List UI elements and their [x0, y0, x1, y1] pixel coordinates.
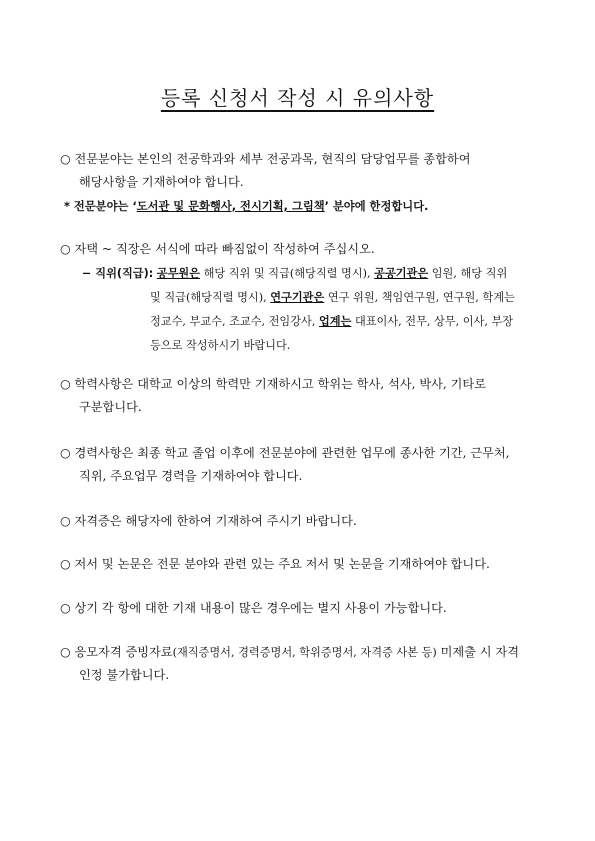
position-guide-line1 [82, 262, 552, 286]
notice-address-line1: ○ 자택 ~ 직장은 서식에 따라 빠짐없이 작성하여 주십시오. [60, 242, 375, 256]
position-guide-head: − 직위(직급): [82, 267, 154, 280]
notice-attachment [60, 597, 550, 620]
notice-publications-line1: ○ 저서 및 논문은 전문 분야와 관련 있는 주요 저서 및 논문을 기재하여야 합니다. [60, 557, 490, 571]
notice-expertise [60, 148, 550, 194]
notice-career [60, 442, 550, 488]
note-prefix: * 전문분야는 ‘ [64, 200, 137, 213]
notice-certificate [60, 510, 550, 533]
keyword-industry: 업계는 [318, 315, 352, 328]
position-guide [82, 262, 552, 358]
notice-proof-documents [60, 641, 550, 687]
notice-education-line1: ○ 학력사항은 대학교 이상의 학력만 기재하시고 학위는 학사, 석사, 박사, 기타로 [60, 377, 486, 391]
position-text-2: 임원, 해당 직위 [431, 267, 508, 280]
notice-proof-line1c: 미제출 시 자격 [436, 645, 519, 659]
position-text-6: 대표이사, 전무, 상무, 이사, 부장 [354, 315, 514, 328]
notice-proof-line1 [60, 641, 550, 664]
note-underlined: 도서관 및 문화행사, 전시기획, 그림책 [136, 200, 325, 213]
notice-education [60, 373, 550, 419]
notice-proof-line2: 인정 불가합니다. [79, 668, 170, 682]
position-guide-line4: 등으로 작성하시기 바랍니다. [150, 339, 291, 352]
page-title-text: 등록 신청서 작성 시 유의사항 [160, 86, 435, 110]
keyword-public-official: 공무원은 [156, 267, 200, 280]
notice-attachment-line1: ○ 상기 각 항에 대한 기재 내용이 많은 경우에는 별지 사용이 가능합니다. [60, 601, 447, 615]
page-title [0, 82, 595, 111]
notice-proof-line1a: ○ 응모자격 증빙자료 [60, 645, 173, 659]
position-text-5: 정교수, 부교수, 조교수, 전임강사, [150, 315, 316, 328]
position-guide-line2 [82, 286, 552, 310]
notice-certificate-line1: ○ 자격증은 해당자에 한하여 기재하여 주시기 바랍니다. [60, 514, 357, 528]
notice-career-line1: ○ 경력사항은 최종 학교 졸업 이후에 전문분야에 관련한 업무에 종사한 기간, 근무처, [60, 446, 510, 460]
keyword-research-institution: 연구기관은 [270, 291, 325, 304]
position-text-3: 및 직급(해당직렬 명시), [150, 291, 267, 304]
notice-career-line2: 직위, 주요업무 경력을 기재하여야 합니다. [79, 469, 303, 483]
expertise-restriction-note [64, 198, 428, 214]
notice-education-line2: 구분합니다. [79, 400, 142, 414]
position-text-1: 해당 직위 및 직급(해당직렬 명시), [203, 267, 371, 280]
position-guide-line3 [82, 310, 552, 334]
notice-expertise-line1: ○ 전문분야는 본인의 전공학과와 세부 전공과목, 현직의 담당업무를 종합하여 [60, 152, 471, 166]
notice-publications [60, 553, 550, 576]
keyword-public-institution: 공공기관은 [374, 267, 429, 280]
position-text-4: 연구 위원, 책임연구원, 연구원, 학계는 [327, 291, 515, 304]
notice-expertise-line2: 해당사항을 기재하여야 합니다. [79, 175, 244, 189]
notice-address [60, 238, 550, 261]
notice-proof-line1b: (재직증명서, 경력증명서, 학위증명서, 자격증 사본 등) [172, 646, 437, 659]
note-suffix: ’ 분야에 한정합니다. [324, 200, 429, 213]
